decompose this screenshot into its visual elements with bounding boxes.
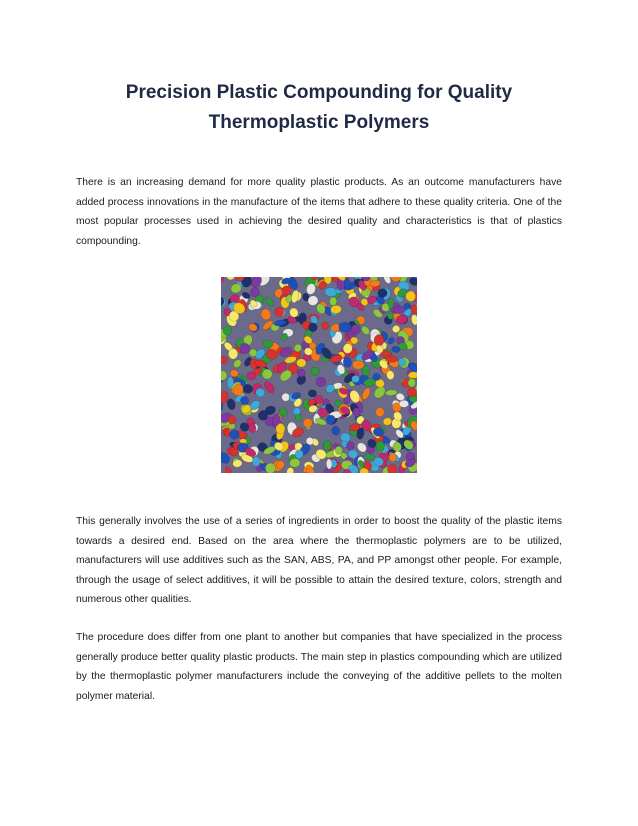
pellet bbox=[296, 359, 306, 368]
plastic-pellets-image bbox=[221, 277, 417, 473]
pellet bbox=[364, 453, 375, 461]
pellet bbox=[321, 322, 329, 330]
pellet bbox=[221, 277, 225, 284]
pellet bbox=[386, 336, 395, 345]
pellet bbox=[326, 459, 332, 469]
pellet bbox=[316, 377, 327, 388]
pellet bbox=[221, 370, 228, 382]
pellet bbox=[373, 428, 384, 437]
paragraph-intro: There is an increasing demand for more quality plastic products. As an outcome manufacturers have added process innovations in the manufacture of the items that adhere to these quality criteria. One of the most popular processes used in achieving the desired quality and characteristics is that of plastics compounding. bbox=[76, 177, 562, 247]
pellet bbox=[274, 306, 285, 317]
pellet bbox=[378, 288, 388, 297]
pellet bbox=[385, 389, 397, 396]
pellet bbox=[355, 441, 368, 454]
pellet bbox=[330, 297, 337, 306]
pellet bbox=[324, 287, 337, 297]
title-line-2: Thermoplastic Polymers bbox=[208, 112, 430, 133]
pellet bbox=[311, 367, 320, 376]
pellet bbox=[388, 298, 394, 309]
paragraph-procedure: The procedure does differ from one plant to another but companies that have specialized in the process generally produce better quality plastic products. The main step in plastics compounding which are utilized by the thermoplastic polymer manufacturers include the conveying of the additive pellets to the molten polymer material. bbox=[76, 632, 562, 702]
pellet bbox=[376, 407, 385, 417]
pellets-illustration bbox=[221, 277, 417, 473]
pellet bbox=[224, 466, 234, 473]
pellet bbox=[387, 464, 398, 473]
pellet bbox=[264, 296, 275, 308]
pellet bbox=[232, 358, 243, 369]
pellet bbox=[360, 325, 371, 336]
pellet bbox=[382, 417, 392, 426]
pellet bbox=[399, 400, 409, 408]
pellet bbox=[228, 348, 238, 359]
pellet bbox=[389, 453, 396, 462]
pellet bbox=[351, 375, 359, 383]
pellet bbox=[374, 334, 384, 346]
paragraph-additives: This generally involves the use of a series of ingredients in order to boost the quality of the plastic items towards a desired end. Based on the area where the thermoplastic polymers are to be utilized, manufacturers will use additives such as the SAN, ABS, PA, and PP amongst other people. For example, through the usage of select additives, it will be possible to attain the desired texture, colors, strength and numerous other qualities. bbox=[76, 516, 562, 605]
pellet bbox=[330, 305, 342, 314]
pellet bbox=[226, 277, 234, 280]
pellet bbox=[286, 467, 295, 473]
document-title bbox=[80, 78, 558, 138]
pellet bbox=[221, 356, 228, 365]
pellet bbox=[308, 390, 317, 397]
pellet bbox=[331, 425, 341, 436]
pellet bbox=[411, 314, 417, 326]
pellet bbox=[376, 441, 385, 452]
title-line-1: Precision Plastic Compounding for Quality bbox=[125, 82, 513, 103]
pellet bbox=[260, 308, 273, 321]
pellet bbox=[386, 356, 398, 362]
